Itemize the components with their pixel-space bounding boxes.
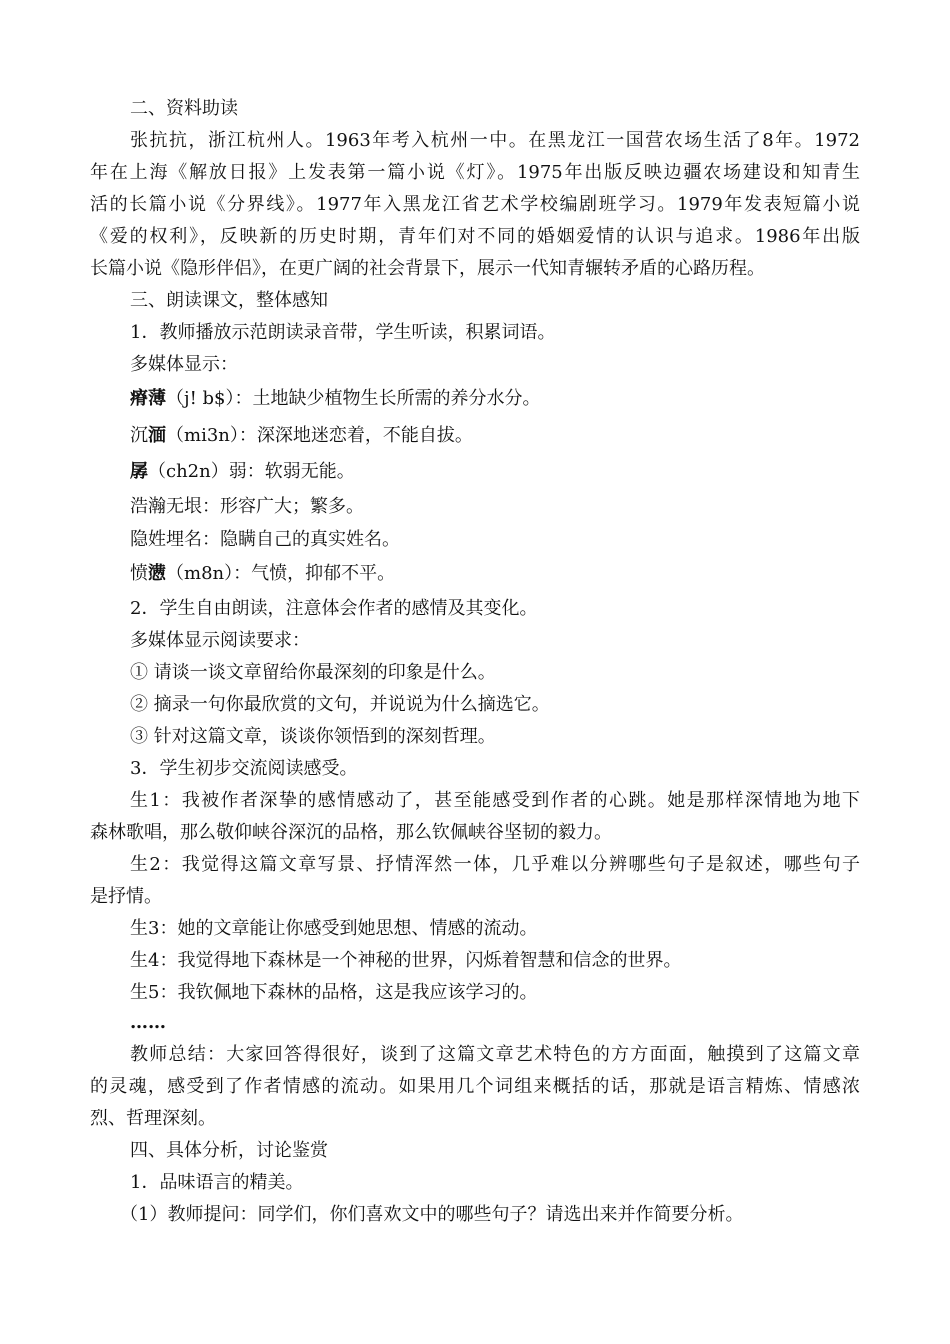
- vocab-term: 懑: [148, 563, 166, 584]
- teacher-summary: 烈、哲理深刻。: [90, 1108, 216, 1129]
- step-item: 2．学生自由朗读，注意体会作者的感情及其变化。: [130, 598, 538, 619]
- section-heading-4: 四、具体分析，讨论鉴赏: [130, 1140, 328, 1161]
- vocab-item: [130, 563, 395, 585]
- step-item: 1．教师播放示范朗读录音带，学生听读，积累词语。: [130, 322, 556, 343]
- vocab-item: [130, 461, 355, 483]
- reading-requirement: ② 摘录一句你最欣赏的文句，并说说为什么摘选它。: [130, 694, 550, 715]
- vocab-term: 孱: [130, 461, 148, 482]
- vocab-definition: （ch2n）弱：软弱无能。: [148, 461, 355, 482]
- vocab-term: 湎: [148, 425, 166, 446]
- vocab-item: 浩瀚无垠：形容广大；繁多。: [130, 496, 364, 517]
- vocab-term-prefix: 沉: [130, 425, 148, 446]
- student-response: 是抒情。: [90, 886, 162, 907]
- vocab-definition: （j! b$）：土地缺少植物生长所需的养分水分。: [166, 388, 541, 409]
- vocab-term-prefix: 愤: [130, 563, 148, 584]
- student-response: 森林歌唱，那么敬仰峡谷深沉的品格，那么钦佩峡谷坚韧的毅力。: [90, 822, 612, 843]
- student-response: 生2：我觉得这篇文章写景、抒情浑然一体，几乎难以分辨哪些句子是叙述，哪些句子: [130, 854, 860, 875]
- author-bio-line: 张抗抗，浙江杭州人。1963年考入杭州一中。在黑龙江一国营农场生活了8年。1972: [130, 130, 860, 151]
- ellipsis: ……: [130, 1012, 166, 1033]
- student-response: 生1：我被作者深挚的感情感动了，甚至能感受到作者的心跳。她是那样深情地为地下: [130, 790, 860, 811]
- vocab-item: [130, 425, 473, 447]
- student-response: 生4：我觉得地下森林是一个神秘的世界，闪烁着智慧和信念的世界。: [130, 950, 682, 971]
- reading-requirement: ① 请谈一谈文章留给你最深刻的印象是什么。: [130, 662, 496, 683]
- vocab-item: [130, 388, 541, 410]
- vocab-definition: （m8n）：气愤，抑郁不平。: [166, 563, 396, 584]
- reading-requirement: ③ 针对这篇文章，谈谈你领悟到的深刻哲理。: [130, 726, 496, 747]
- student-response: 生3：她的文章能让你感受到她思想、情感的流动。: [130, 918, 538, 939]
- step-item: 3．学生初步交流阅读感受。: [130, 758, 358, 779]
- multimedia-label: 多媒体显示阅读要求：: [130, 630, 310, 651]
- teacher-summary: 的灵魂，感受到了作者情感的流动。如果用几个词组来概括的话，那就是语言精炼、情感浓: [90, 1076, 860, 1097]
- step-item: 1．品味语言的精美。: [130, 1172, 304, 1193]
- vocab-item: 隐姓埋名：隐瞒自己的真实姓名。: [130, 529, 400, 550]
- multimedia-label: 多媒体显示：: [130, 354, 238, 375]
- student-response: 生5：我钦佩地下森林的品格，这是我应该学习的。: [130, 982, 538, 1003]
- vocab-definition: （mi3n）：深深地迷恋着，不能自拔。: [166, 425, 473, 446]
- section-heading-3: 三、朗读课文，整体感知: [130, 290, 328, 311]
- author-bio-line: 《爱的权利》，反映新的历史时期，青年们对不同的婚姻爱情的认识与追求。1986年出版: [90, 226, 860, 247]
- author-bio-line: 活的长篇小说《分界线》。1977年入黑龙江省艺术学校编剧班学习。1979年发表短篇小说: [90, 194, 860, 215]
- vocab-term: 瘠薄: [130, 388, 166, 409]
- author-bio-line: 长篇小说《隐形伴侣》，在更广阔的社会背景下，展示一代知青辗转矛盾的心路历程。: [90, 258, 765, 279]
- teacher-question: （1）教师提问：同学们，你们喜欢文中的哪些句子？请选出来并作简要分析。: [120, 1204, 744, 1225]
- author-bio-line: 年在上海《解放日报》上发表第一篇小说《灯》。1975年出版反映边疆农场建设和知青生: [90, 162, 860, 183]
- section-heading-2: 二、资料助读: [130, 98, 238, 119]
- teacher-summary: 教师总结：大家回答得很好，谈到了这篇文章艺术特色的方方面面，触摸到了这篇文章: [130, 1044, 860, 1065]
